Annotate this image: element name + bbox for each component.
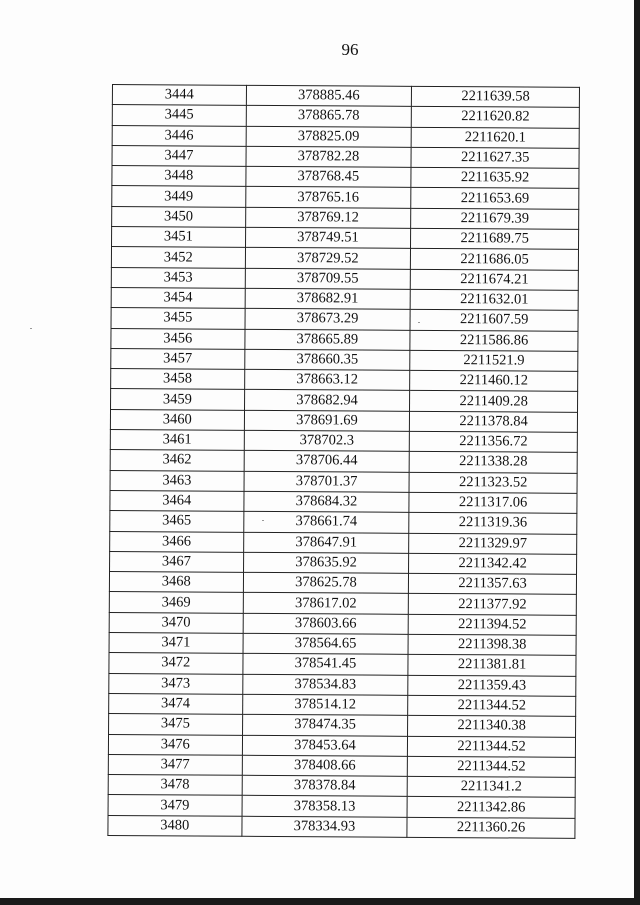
point-number-cell: 3469 xyxy=(109,592,243,613)
point-number-cell: 3470 xyxy=(109,612,243,633)
point-number-cell: 3476 xyxy=(108,734,242,755)
point-number-cell: 3447 xyxy=(112,145,246,166)
y-coordinate-cell: 2211319.36 xyxy=(409,513,577,534)
table-row xyxy=(109,633,576,656)
table-row xyxy=(110,490,577,513)
x-coordinate-cell: 378682.91 xyxy=(245,288,411,309)
table-row xyxy=(110,430,577,453)
table-row xyxy=(111,308,578,331)
x-coordinate-cell: 378378.84 xyxy=(242,775,408,796)
point-number-cell: 3460 xyxy=(110,409,244,430)
y-coordinate-cell: 2211359.43 xyxy=(408,675,576,696)
x-coordinate-cell: 378729.52 xyxy=(245,248,411,269)
scan-speck xyxy=(418,322,420,323)
table-row xyxy=(109,653,576,676)
y-coordinate-cell: 2211607.59 xyxy=(410,310,578,331)
point-number-cell: 3466 xyxy=(110,531,244,552)
table-row xyxy=(108,795,575,818)
y-coordinate-cell: 2211317.06 xyxy=(409,492,577,513)
x-coordinate-cell: 378564.65 xyxy=(243,633,409,654)
x-coordinate-cell: 378709.55 xyxy=(245,268,411,289)
y-coordinate-cell: 2211344.52 xyxy=(408,756,576,777)
point-number-cell: 3448 xyxy=(112,166,246,187)
point-number-cell: 3465 xyxy=(110,511,244,532)
x-coordinate-cell: 378865.78 xyxy=(246,106,412,127)
y-coordinate-cell: 2211620.82 xyxy=(412,107,580,128)
point-number-cell: 3477 xyxy=(108,754,242,775)
x-coordinate-cell: 378603.66 xyxy=(243,613,409,634)
point-number-cell: 3467 xyxy=(110,551,244,572)
y-coordinate-cell: 2211686.05 xyxy=(411,249,579,270)
x-coordinate-cell: 378534.83 xyxy=(242,674,408,695)
table-row xyxy=(110,450,577,473)
x-coordinate-cell: 378663.12 xyxy=(244,369,410,390)
point-number-cell: 3472 xyxy=(109,653,243,674)
y-coordinate-cell: 2211586.86 xyxy=(410,330,578,351)
table-row xyxy=(108,754,575,777)
table-row xyxy=(110,470,577,493)
y-coordinate-cell: 2211342.42 xyxy=(409,553,577,574)
table-row xyxy=(109,693,576,716)
y-coordinate-cell: 2211398.38 xyxy=(408,634,576,655)
table-row xyxy=(112,186,579,209)
table-row xyxy=(112,145,579,168)
point-number-cell: 3462 xyxy=(110,450,244,471)
table-row xyxy=(112,206,579,229)
table-row xyxy=(110,531,577,554)
table-row xyxy=(109,673,576,696)
point-number-cell: 3471 xyxy=(109,633,243,654)
x-coordinate-cell: 378673.29 xyxy=(245,309,411,330)
y-coordinate-cell: 2211340.38 xyxy=(408,716,576,737)
x-coordinate-cell: 378358.13 xyxy=(242,796,408,817)
x-coordinate-cell: 378665.89 xyxy=(245,329,411,350)
table-row xyxy=(112,125,579,148)
y-coordinate-cell: 2211653.69 xyxy=(411,188,579,209)
y-coordinate-cell: 2211344.52 xyxy=(408,736,576,757)
point-number-cell: 3461 xyxy=(110,430,244,451)
point-number-cell: 3463 xyxy=(110,470,244,491)
point-number-cell: 3478 xyxy=(108,775,242,796)
point-number-cell: 3453 xyxy=(111,267,245,288)
x-coordinate-cell: 378514.12 xyxy=(242,694,408,715)
x-coordinate-cell: 378541.45 xyxy=(243,654,409,675)
y-coordinate-cell: 2211360.26 xyxy=(407,817,575,838)
y-coordinate-cell: 2211521.9 xyxy=(410,350,578,371)
scan-speck xyxy=(30,328,32,329)
table-row xyxy=(108,734,575,757)
x-coordinate-cell: 378661.74 xyxy=(243,512,409,533)
scan-speck xyxy=(262,520,264,521)
x-coordinate-cell: 378782.28 xyxy=(246,146,412,167)
x-coordinate-cell: 378474.35 xyxy=(242,715,408,736)
y-coordinate-cell: 2211329.97 xyxy=(409,533,577,554)
x-coordinate-cell: 378765.16 xyxy=(245,187,411,208)
y-coordinate-cell: 2211378.84 xyxy=(410,411,578,432)
table-row xyxy=(112,227,579,250)
y-coordinate-cell: 2211341.2 xyxy=(407,776,575,797)
y-coordinate-cell: 2211394.52 xyxy=(408,614,576,635)
point-number-cell: 3464 xyxy=(110,490,244,511)
point-number-cell: 3450 xyxy=(112,206,246,227)
point-number-cell: 3455 xyxy=(111,308,245,329)
point-number-cell: 3444 xyxy=(112,85,246,106)
x-coordinate-cell: 378706.44 xyxy=(244,451,410,472)
point-number-cell: 3451 xyxy=(112,227,246,248)
table-row xyxy=(110,551,577,574)
table-row xyxy=(112,166,579,189)
page-number: 96 xyxy=(341,40,359,59)
y-coordinate-cell: 2211635.92 xyxy=(411,168,579,189)
y-coordinate-cell: 2211323.52 xyxy=(409,472,577,493)
x-coordinate-cell: 378825.09 xyxy=(246,126,412,147)
y-coordinate-cell: 2211639.58 xyxy=(412,86,580,107)
y-coordinate-cell: 2211356.72 xyxy=(410,431,578,452)
point-number-cell: 3479 xyxy=(108,795,242,816)
table-row xyxy=(109,612,576,635)
point-number-cell: 3458 xyxy=(111,369,245,390)
x-coordinate-cell: 378408.66 xyxy=(242,755,408,776)
table-row xyxy=(112,105,579,128)
table-row xyxy=(111,328,578,351)
x-coordinate-cell: 378647.91 xyxy=(243,532,409,553)
table-row xyxy=(111,247,578,270)
table-row xyxy=(110,409,577,432)
x-coordinate-cell: 378701.37 xyxy=(244,471,410,492)
table-row xyxy=(109,572,576,595)
y-coordinate-cell: 2211338.28 xyxy=(409,452,577,473)
y-coordinate-cell: 2211674.21 xyxy=(411,269,579,290)
table-row xyxy=(111,267,578,290)
table-row xyxy=(109,592,576,615)
x-coordinate-cell: 378617.02 xyxy=(243,593,409,614)
x-coordinate-cell: 378885.46 xyxy=(246,85,412,106)
x-coordinate-cell: 378768.45 xyxy=(246,167,412,188)
point-number-cell: 3449 xyxy=(112,186,246,207)
point-number-cell: 3454 xyxy=(111,287,245,308)
y-coordinate-cell: 2211689.75 xyxy=(411,228,579,249)
x-coordinate-cell: 378625.78 xyxy=(243,572,409,593)
table-row xyxy=(110,511,577,534)
x-coordinate-cell: 378769.12 xyxy=(245,207,411,228)
point-number-cell: 3474 xyxy=(109,693,243,714)
coordinates-table xyxy=(107,84,580,839)
x-coordinate-cell: 378749.51 xyxy=(245,227,411,248)
y-coordinate-cell: 2211627.35 xyxy=(411,147,579,168)
y-coordinate-cell: 2211679.39 xyxy=(411,208,579,229)
x-coordinate-cell: 378660.35 xyxy=(244,349,410,370)
point-number-cell: 3457 xyxy=(111,348,245,369)
y-coordinate-cell: 2211620.1 xyxy=(411,127,579,148)
table-row xyxy=(108,815,575,838)
point-number-cell: 3473 xyxy=(109,673,243,694)
x-coordinate-cell: 378684.32 xyxy=(244,491,410,512)
point-number-cell: 3475 xyxy=(109,714,243,735)
y-coordinate-cell: 2211409.28 xyxy=(410,391,578,412)
x-coordinate-cell: 378691.69 xyxy=(244,410,410,431)
x-coordinate-cell: 378702.3 xyxy=(244,430,410,451)
table-row xyxy=(111,389,578,412)
y-coordinate-cell: 2211344.52 xyxy=(408,695,576,716)
table-row xyxy=(111,369,578,392)
table-row xyxy=(109,714,576,737)
x-coordinate-cell: 378453.64 xyxy=(242,735,408,756)
point-number-cell: 3456 xyxy=(111,328,245,349)
y-coordinate-cell: 2211377.92 xyxy=(409,594,577,615)
table-row xyxy=(111,348,578,371)
x-coordinate-cell: 378334.93 xyxy=(242,816,408,837)
point-number-cell: 3459 xyxy=(111,389,245,410)
table-row xyxy=(108,775,575,798)
point-number-cell: 3452 xyxy=(111,247,245,268)
y-coordinate-cell: 2211357.63 xyxy=(409,573,577,594)
y-coordinate-cell: 2211632.01 xyxy=(410,289,578,310)
coordinates-table-body xyxy=(108,85,580,839)
point-number-cell: 3480 xyxy=(108,815,242,836)
table-row xyxy=(111,287,578,310)
y-coordinate-cell: 2211342.86 xyxy=(407,797,575,818)
x-coordinate-cell: 378635.92 xyxy=(243,552,409,573)
point-number-cell: 3446 xyxy=(112,125,246,146)
y-coordinate-cell: 2211381.81 xyxy=(408,655,576,676)
point-number-cell: 3468 xyxy=(109,572,243,593)
y-coordinate-cell: 2211460.12 xyxy=(410,370,578,391)
x-coordinate-cell: 378682.94 xyxy=(244,390,410,411)
point-number-cell: 3445 xyxy=(112,105,246,126)
table-row xyxy=(112,85,579,108)
